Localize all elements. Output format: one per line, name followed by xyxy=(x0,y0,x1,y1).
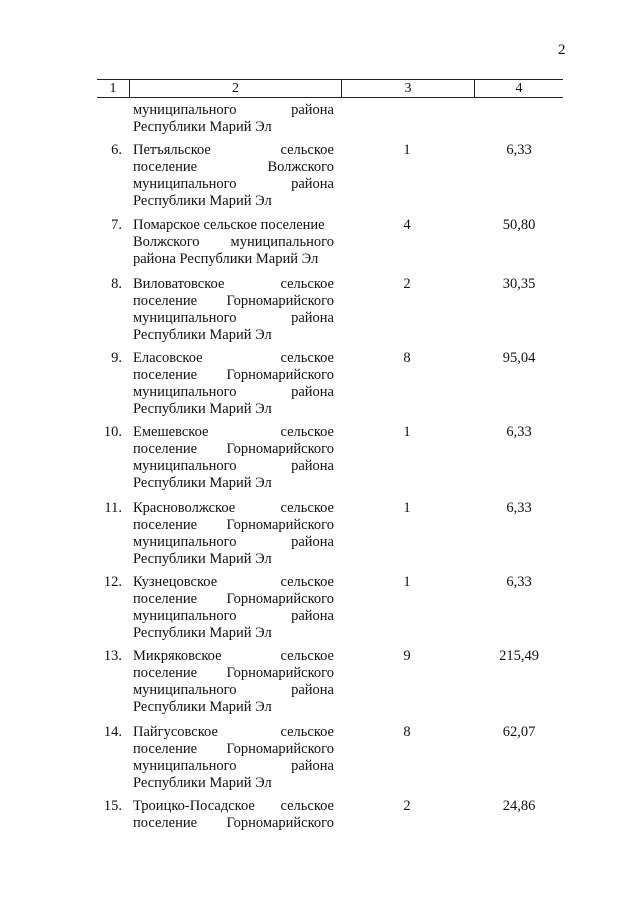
name-line xyxy=(133,251,334,268)
name-word: поселение xyxy=(133,665,198,681)
name-line xyxy=(133,475,334,492)
name-word: Республики Марий Эл xyxy=(133,625,272,641)
name-word: района xyxy=(291,682,334,698)
name-word: муниципального xyxy=(230,234,334,250)
row-number: 6. xyxy=(111,142,122,158)
name-line xyxy=(133,775,334,792)
row-number: 14. xyxy=(103,724,122,740)
name-word: сельское xyxy=(280,424,334,440)
name-word: поселение xyxy=(133,741,198,757)
name-line xyxy=(133,682,334,699)
settlement-name xyxy=(133,424,334,492)
name-word: сельское xyxy=(280,142,334,158)
name-word: муниципального xyxy=(133,102,237,118)
quantity-cell: 1 xyxy=(403,142,411,158)
name-line xyxy=(133,367,334,384)
settlement-name xyxy=(133,648,334,716)
name-line xyxy=(133,176,334,193)
name-line xyxy=(133,648,334,665)
name-line xyxy=(133,741,334,758)
amount-cell: 95,04 xyxy=(502,350,536,366)
row-number: 13. xyxy=(103,648,122,664)
name-word: Еласовское xyxy=(133,350,203,366)
name-word: района xyxy=(291,758,334,774)
name-word: муниципального xyxy=(133,384,237,400)
settlement-name xyxy=(133,574,334,642)
name-word: поселение xyxy=(133,293,198,309)
name-word: Троицко-Посадское xyxy=(133,798,255,814)
name-line xyxy=(133,102,334,119)
name-word: района xyxy=(291,176,334,192)
row-number: 15. xyxy=(103,798,122,814)
name-word: Горномарийского xyxy=(226,367,334,383)
name-word: Помарское сельское поселение xyxy=(133,217,325,233)
name-word: Республики Марий Эл xyxy=(133,327,272,343)
settlement-name xyxy=(133,724,334,792)
name-line xyxy=(133,234,334,251)
name-word: района xyxy=(291,458,334,474)
amount-cell: 6,33 xyxy=(506,500,532,516)
name-word: муниципального xyxy=(133,682,237,698)
name-word: поселение xyxy=(133,367,198,383)
name-word: муниципального xyxy=(133,608,237,624)
settlement-name xyxy=(133,798,334,832)
amount-cell: 30,35 xyxy=(502,276,536,292)
amount-cell: 50,80 xyxy=(502,217,536,233)
name-line xyxy=(133,608,334,625)
row-number: 12. xyxy=(103,574,122,590)
quantity-cell: 1 xyxy=(403,574,411,590)
name-word: Волжского xyxy=(267,159,334,175)
quantity-cell: 8 xyxy=(403,724,411,740)
name-word: Емешевское xyxy=(133,424,209,440)
name-word: муниципального xyxy=(133,534,237,550)
row-number: 11. xyxy=(104,500,122,516)
quantity-cell: 1 xyxy=(403,500,411,516)
name-word: муниципального xyxy=(133,758,237,774)
row-number: 9. xyxy=(111,350,122,366)
quantity-cell: 9 xyxy=(403,648,411,664)
settlement-name xyxy=(133,350,334,418)
name-line xyxy=(133,758,334,775)
name-word: муниципального xyxy=(133,310,237,326)
name-line xyxy=(133,665,334,682)
name-word: сельское xyxy=(280,574,334,590)
quantity-cell: 1 xyxy=(403,424,411,440)
name-line xyxy=(133,350,334,367)
name-line xyxy=(133,327,334,344)
name-word: района xyxy=(291,102,334,118)
amount-cell: 6,33 xyxy=(506,574,532,590)
name-word: Республики Марий Эл xyxy=(133,119,272,135)
name-line xyxy=(133,193,334,210)
name-word: Республики Марий Эл xyxy=(133,475,272,491)
name-line xyxy=(133,293,334,310)
header-cell-3: 3 xyxy=(341,80,474,97)
name-line xyxy=(133,441,334,458)
name-word: сельское xyxy=(280,798,334,814)
name-line xyxy=(133,551,334,568)
name-line xyxy=(133,119,334,136)
name-line xyxy=(133,625,334,642)
name-word: Петъяльское xyxy=(133,142,211,158)
name-word: Виловатовское xyxy=(133,276,225,292)
quantity-cell: 2 xyxy=(403,276,411,292)
name-word: Республики Марий Эл xyxy=(133,699,272,715)
name-word: поселение xyxy=(133,517,198,533)
name-word: Горномарийского xyxy=(226,815,334,831)
name-word: Кузнецовское xyxy=(133,574,218,590)
name-word: района xyxy=(291,310,334,326)
name-word: сельское xyxy=(280,500,334,516)
name-word: поселение xyxy=(133,159,198,175)
name-word: Красноволжское xyxy=(133,500,236,516)
name-word: Микряковское xyxy=(133,648,222,664)
name-word: сельское xyxy=(280,648,334,664)
name-word: Республики Марий Эл xyxy=(133,193,272,209)
name-word: сельское xyxy=(280,350,334,366)
amount-cell: 62,07 xyxy=(502,724,536,740)
name-word: Горномарийского xyxy=(226,741,334,757)
name-word: Горномарийского xyxy=(226,293,334,309)
name-word: Горномарийского xyxy=(226,591,334,607)
name-word: района xyxy=(291,384,334,400)
name-line xyxy=(133,424,334,441)
settlement-name xyxy=(133,276,334,344)
table-header xyxy=(97,79,563,98)
row-number: 8. xyxy=(111,276,122,292)
settlement-name xyxy=(133,500,334,568)
amount-cell: 24,86 xyxy=(502,798,536,814)
name-line xyxy=(133,798,334,815)
name-line xyxy=(133,276,334,293)
header-cell-2: 2 xyxy=(129,80,341,97)
name-word: района xyxy=(291,608,334,624)
continuation-name xyxy=(133,102,334,136)
name-word: Республики Марий Эл xyxy=(133,551,272,567)
quantity-cell: 4 xyxy=(403,217,411,233)
name-line xyxy=(133,310,334,327)
name-word: сельское xyxy=(280,724,334,740)
name-line xyxy=(133,517,334,534)
row-number: 10. xyxy=(103,424,122,440)
name-line xyxy=(133,384,334,401)
name-line xyxy=(133,217,334,234)
name-line xyxy=(133,591,334,608)
name-word: района Республики Марий Эл xyxy=(133,251,319,267)
name-line xyxy=(133,815,334,832)
name-line xyxy=(133,534,334,551)
name-word: Волжского xyxy=(133,234,200,250)
settlement-name xyxy=(133,217,334,268)
name-word: муниципального xyxy=(133,458,237,474)
name-word: сельское xyxy=(280,276,334,292)
name-line xyxy=(133,142,334,159)
header-cell-1: 1 xyxy=(109,81,117,96)
amount-cell: 6,33 xyxy=(506,424,532,440)
name-word: муниципального xyxy=(133,176,237,192)
page-number: 2 xyxy=(558,42,566,58)
name-word: Горномарийского xyxy=(226,665,334,681)
amount-cell: 6,33 xyxy=(506,142,532,158)
name-word: Горномарийского xyxy=(226,441,334,457)
name-word: поселение xyxy=(133,815,198,831)
name-word: Республики Марий Эл xyxy=(133,775,272,791)
name-line xyxy=(133,699,334,716)
settlement-name xyxy=(133,142,334,210)
quantity-cell: 8 xyxy=(403,350,411,366)
name-line xyxy=(133,458,334,475)
row-number: 7. xyxy=(111,217,122,233)
name-word: Республики Марий Эл xyxy=(133,401,272,417)
quantity-cell: 2 xyxy=(403,798,411,814)
name-line xyxy=(133,574,334,591)
name-word: Пайгусовское xyxy=(133,724,218,740)
name-line xyxy=(133,500,334,517)
name-word: поселение xyxy=(133,591,198,607)
name-line xyxy=(133,401,334,418)
header-cell-4: 4 xyxy=(474,80,563,97)
name-word: Горномарийского xyxy=(226,517,334,533)
name-word: района xyxy=(291,534,334,550)
amount-cell: 215,49 xyxy=(499,648,539,664)
name-line xyxy=(133,724,334,741)
name-word: поселение xyxy=(133,441,198,457)
name-line xyxy=(133,159,334,176)
